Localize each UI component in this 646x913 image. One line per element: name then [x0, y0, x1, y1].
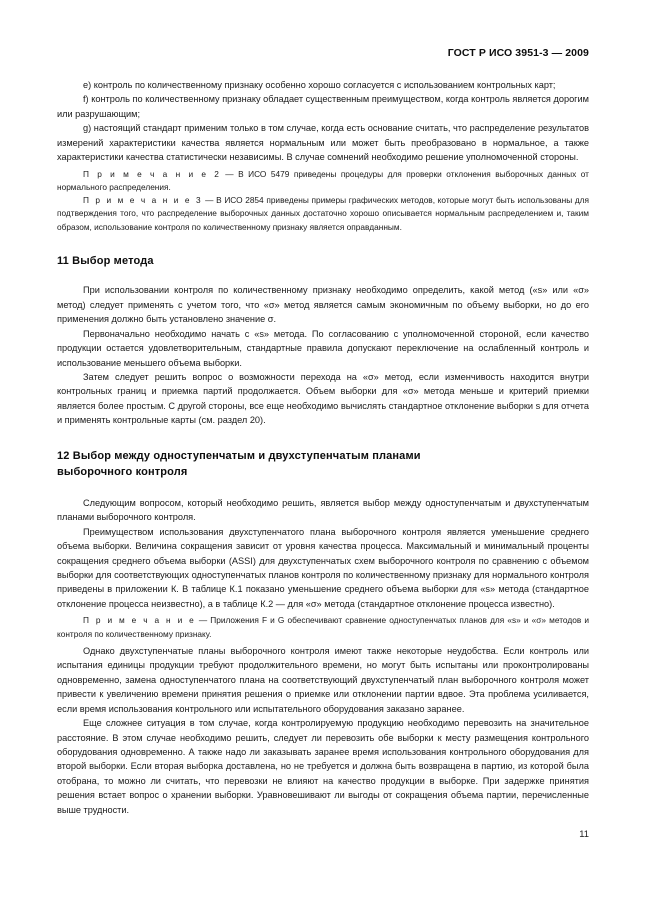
note-2 — [57, 168, 589, 194]
note-2-text: — В ИСО 5479 приведены процедуры для проверки отклонения выборочных данных от нормального распределения. — [57, 168, 589, 192]
spacer — [57, 234, 589, 253]
spacer — [57, 269, 589, 283]
list-item-g: g) настоящий стандарт применим только в том случае, когда есть основание считать, что распределение результатов измерений характеристики качества является нормальным или может быть преобразовано в нормальное, а также характеристики качества статистически независимы. В случае сомнений необходимо решение уполномоченной стороны. — [57, 123, 589, 163]
note-3-text: — В ИСО 2854 приведены примеры графических методов, которые могут быть использованы для подтверждения того, что распределение выборочных данных достаточно хорошо описывается нормальным распределением и, таким образом, использование контроля по количественному признаку является оправданным. — [57, 195, 589, 232]
page-header-title: ГОСТ Р ИСО 3951-3 — 2009 — [447, 47, 589, 59]
note-2-label: П р и м е ч а н и е 2 — [83, 168, 221, 179]
spacer — [57, 428, 589, 448]
note-3-label: П р и м е ч а н и е 3 — [83, 195, 203, 206]
section-12-note-label: П р и м е ч а н и е — [83, 615, 196, 626]
note-3 — [57, 194, 589, 234]
section-12-note-text: — Приложения F и G обеспечивают сравнение одноступенчатых планов для «s» и «σ» методов и контроля по количественному признаку. — [57, 615, 589, 639]
section-12-note — [57, 614, 589, 640]
section-12-paragraph-3: Однако двухступенчатые планы выборочного контроля имеют также некоторые неудобства. Если контроль или испытания единицы продукции требуют продолжительного времени, но могут быть испытаны или проконтролированы одновременно, замена одноступенчатого плана на соответствующий двухступенчатый план выборочного контроля может привести к увеличению времени принятия решения о приемке или отклонении партии вдвое. Эта проблема усиливается, если время использования контрольного или испытательного оборудования заказано заранее. — [57, 645, 589, 714]
page-number: 11 — [579, 828, 589, 839]
section-12-paragraph-4: Еще сложнее ситуация в том случае, когда контролируемую продукцию необходимо перевозить на значительное расстояние. В этом случае необходимо решить, следует ли перевозить обе выборки к месту размещения контрольного оборудования одновременно. А также надо ли заказывать заранее время использования контрольного оборудования для второй выборки. Если вторая выборка доставлена, но не требуется и должна быть возвращена в партию, из которой была отобрана, то можно ли считать, что перевозки не влияют на качество продукции в выборке. При задержке принятия решения встает вопрос о хранении выборки. Уравновешивают ли выгоды от сокращения объема партии, перечисленные выше трудности. — [57, 718, 589, 815]
section-heading-12-line-2: выборочного контроля — [57, 466, 188, 479]
section-12-paragraph-2: Преимуществом использования двухступенчатого плана выборочного контроля является уменьшение среднего объема выборки. Величина сокращения зависит от уровня качества процесса. Максимальный и минимальный проценты сокращения среднего объема выборки (ASSI) для двухступенчатых схем выборочного контроля по сравнению с объемом выборки для соответствующих одноступенчатых планов контроля по количественному признаку для нормального контроля приведены в приложении К. В таблице К.1 показано уменьшение среднего объема выборки для «s» метода (стандартное отклонение процесса неизвестно), а в таблице К.2 — для «σ» метода (стандартное отклонение процесса известно). — [57, 526, 589, 609]
section-11-paragraph-1: При использовании контроля по количественному признаку необходимо определить, какой метод («s» или «σ» метод) следует применять с учетом того, что «σ» метод является самым экономичным по объему выборки, но до его применения должно быть установлено значение σ. — [57, 285, 589, 325]
section-12-paragraph-1: Следующим вопросом, который необходимо решить, является выбор между одноступенчатым и двухступенчатым планами выборочного контроля. — [57, 497, 589, 523]
section-heading-12-line-1: 12 Выбор между одноступенчатым и двухступенчатым планами — [57, 449, 421, 462]
list-item-f: f) контроль по количественному признаку обладает существенным преимуществом, когда контроль является дорогим или разрушающим; — [57, 94, 589, 119]
section-heading-11: 11 Выбор метода — [57, 254, 154, 267]
page-content — [57, 78, 589, 817]
spacer — [57, 481, 589, 496]
section-11-paragraph-2: Первоначально необходимо начать с «s» метода. По согласованию с уполномоченной стороной, если качество продукции остается удовлетворительным, стандартные правила допускают переключение на ослабленный контроль и использование меньшего объема выборки. — [57, 328, 589, 368]
section-11-paragraph-3: Затем следует решить вопрос о возможности перехода на «σ» метод, если изменчивость находится внутри контрольных границ и приемка партий продолжается. Объем выборки для «σ» метода меньше и критерий приемки является более простым. С другой стороны, все еще необходимо вычислять стандартное отклонение выборки s для отчета и применять контрольные карты (см. раздел 20). — [57, 371, 589, 426]
list-item-e: е) контроль по количественному признаку особенно хорошо согласуется с использованием контрольных карт; — [83, 80, 556, 90]
